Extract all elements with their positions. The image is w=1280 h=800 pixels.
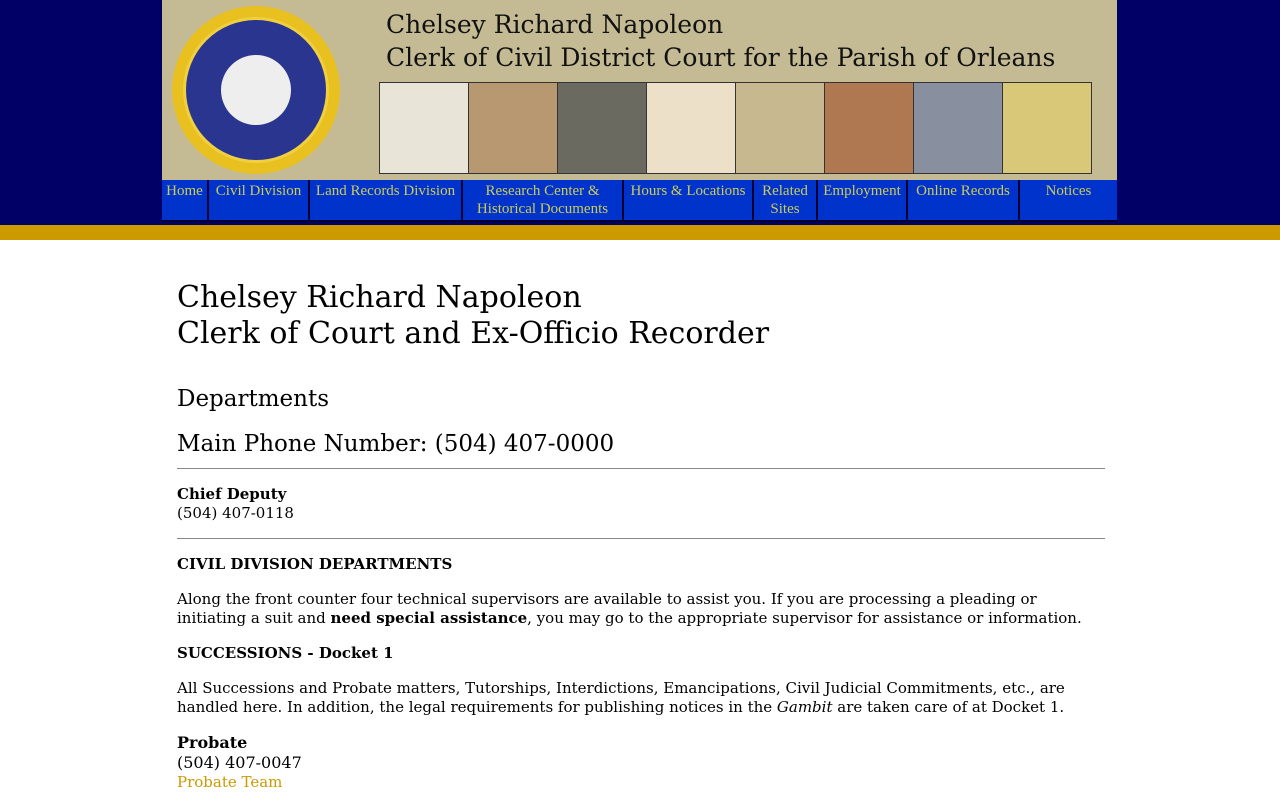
- clerk-seal-logo: [172, 6, 340, 174]
- nav-online-records[interactable]: Online Records: [908, 180, 1020, 222]
- probate-link[interactable]: Probate Team: [177, 773, 283, 791]
- successions-paragraph: All Successions and Probate matters, Tutorships, Interdictions, Emancipations, Civil Judicial Commitments, etc., are handled here. In addition, the legal requirements for publishing notices in the Gambit are taken care of at Docket 1.: [177, 679, 1065, 716]
- main-content: [177, 280, 1105, 792]
- divider: [177, 538, 1105, 539]
- main-phone: Main Phone Number: (504) 407-0000: [177, 431, 615, 457]
- probate-phone: (504) 407-0047: [177, 753, 302, 772]
- gavel-image: [558, 83, 647, 173]
- manuscript-image: [825, 83, 914, 173]
- title-name: Chelsey Richard Napoleon: [177, 280, 582, 315]
- divider: [177, 468, 1105, 469]
- banner: [162, 0, 1117, 180]
- old-map-image: [1003, 83, 1091, 173]
- photo-strip: [379, 82, 1092, 174]
- nav-related-sites[interactable]: Related Sites: [754, 180, 818, 222]
- civil-heading: CIVIL DIVISION DEPARTMENTS: [177, 555, 453, 573]
- banner-title: Chelsey Richard Napoleon: [386, 10, 724, 39]
- intro-paragraph: Along the front counter four technical supervisors are available to assist you. If you are processing a pleading or initiating a suit and need special assistance, you may go to the appropriate supervisor for assistance or information.: [177, 590, 1082, 627]
- map-document-image: [647, 83, 736, 173]
- probate-label: Probate: [177, 733, 248, 752]
- successions-heading: SUCCESSIONS - Docket 1: [177, 644, 394, 662]
- scales-image: [380, 83, 469, 173]
- nav-research-center[interactable]: Research Center & Historical Documents: [463, 180, 624, 222]
- nav-notices[interactable]: Notices: [1020, 180, 1117, 222]
- building-image: [736, 83, 825, 173]
- cathedral-image: [469, 83, 558, 173]
- departments-heading: Departments: [177, 386, 330, 412]
- nav-land-records[interactable]: Land Records Division: [310, 180, 463, 222]
- chief-deputy-phone: (504) 407-0118: [177, 504, 294, 522]
- gold-stripe: [0, 225, 1280, 240]
- page-title: [177, 280, 1105, 352]
- main-nav: [162, 180, 1117, 222]
- historic-building-image: [914, 83, 1003, 173]
- nav-home[interactable]: Home: [162, 180, 209, 222]
- banner-subtitle: Clerk of Civil District Court for the Parish of Orleans: [386, 43, 1056, 72]
- nav-employment[interactable]: Employment: [818, 180, 908, 222]
- chief-deputy-label: Chief Deputy: [177, 485, 287, 503]
- nav-civil-division[interactable]: Civil Division: [209, 180, 310, 222]
- pelican-icon: [221, 55, 291, 125]
- nav-hours-locations[interactable]: Hours & Locations: [624, 180, 754, 222]
- title-role: Clerk of Court and Ex-Officio Recorder: [177, 316, 770, 351]
